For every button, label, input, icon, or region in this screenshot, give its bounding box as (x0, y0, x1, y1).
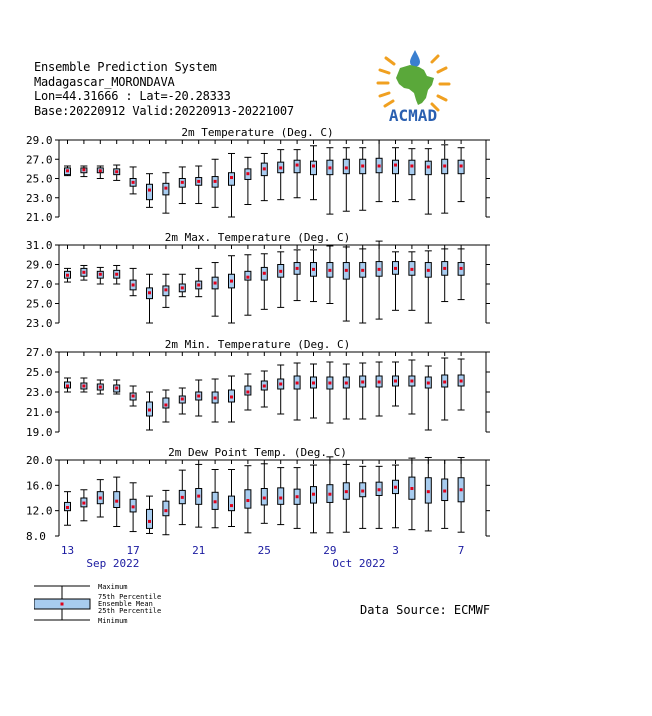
y-tick-label: 27.0 (26, 346, 53, 359)
mean-marker (82, 271, 85, 274)
box-3 (392, 465, 399, 528)
box-7 (458, 359, 465, 410)
panel-title: 2m Dew Point Temp. (Deg. C) (168, 446, 347, 459)
iqr-box (147, 509, 153, 528)
iqr-box (311, 161, 317, 174)
x-month-label: Sep 2022 (86, 557, 140, 570)
mean-marker (197, 180, 200, 183)
box-5 (425, 149, 432, 214)
mean-marker (132, 283, 135, 286)
mean-marker (246, 276, 249, 279)
mean-marker (181, 286, 184, 289)
y-tick-label: 8.0 (26, 530, 46, 543)
box-26 (277, 150, 284, 200)
mean-marker (460, 164, 463, 167)
y-tick-label: 21.0 (26, 406, 53, 419)
box-23 (228, 153, 235, 217)
box-29 (326, 148, 333, 214)
mean-marker (427, 165, 430, 168)
mean-marker (312, 164, 315, 167)
mean-marker (99, 273, 102, 276)
box-21 (195, 464, 202, 527)
station-coordinates: Lon=44.31666 : Lat=-20.28333 (34, 89, 231, 103)
y-tick-label: 20.0 (26, 454, 53, 467)
box-4 (408, 458, 415, 530)
box-22 (212, 470, 219, 528)
x-day-label: 13 (60, 544, 75, 557)
mean-marker (66, 274, 69, 277)
mean-marker (230, 176, 233, 179)
mean-marker (345, 269, 348, 272)
box-7 (458, 249, 465, 300)
mean-marker (164, 187, 167, 190)
mean-marker (66, 169, 69, 172)
iqr-box (245, 490, 251, 508)
mean-marker (378, 488, 381, 491)
mean-marker (246, 499, 249, 502)
logo-text: ACMAD (388, 106, 438, 124)
mean-marker (148, 189, 151, 192)
x-month-label: Oct 2022 (332, 557, 386, 570)
box-22 (212, 379, 219, 422)
box-4 (408, 360, 415, 414)
mean-marker (312, 493, 315, 496)
box-27 (294, 468, 301, 529)
box-24 (244, 374, 251, 410)
box-30 (343, 464, 350, 532)
system-title: Ensemble Prediction System (34, 60, 217, 74)
mean-marker (410, 487, 413, 490)
box-15 (97, 267, 104, 284)
mean-marker (378, 164, 381, 167)
mean-marker (443, 164, 446, 167)
y-tick-label: 27.0 (26, 278, 53, 291)
box-7 (458, 148, 465, 202)
mean-marker (279, 166, 282, 169)
box-25 (261, 464, 268, 524)
y-tick-label: 16.0 (26, 479, 53, 493)
box-1 (359, 148, 366, 211)
box-4 (408, 149, 415, 200)
box-24 (244, 466, 251, 533)
mean-marker (296, 267, 299, 270)
box-6 (441, 145, 448, 213)
legend-mean: Ensemble Mean (98, 600, 153, 608)
box-1 (359, 249, 366, 323)
mean-marker (246, 391, 249, 394)
box-19 (162, 173, 169, 213)
box-29 (326, 457, 333, 533)
box-17 (130, 483, 137, 532)
box-13 (64, 268, 71, 282)
box-1 (359, 363, 366, 419)
box-24 (244, 157, 251, 204)
iqr-box (229, 496, 235, 511)
y-tick-label: 23.0 (26, 317, 53, 330)
box-18 (146, 274, 153, 323)
box-26 (277, 365, 284, 414)
box-23 (228, 256, 235, 323)
mean-marker (214, 282, 217, 285)
mean-marker (345, 490, 348, 493)
mean-marker (394, 164, 397, 167)
mean-marker (115, 273, 118, 276)
box-28 (310, 364, 317, 418)
box-29 (326, 246, 333, 304)
box-19 (162, 490, 169, 534)
mean-marker (164, 404, 167, 407)
base-valid-dates: Base:20220912 Valid:20220913-20221007 (34, 103, 294, 118)
y-tick-label: 25.0 (26, 366, 53, 379)
mean-marker (115, 170, 118, 173)
panel-title: 2m Min. Temperature (Deg. C) (164, 338, 351, 351)
iqr-box (278, 488, 284, 504)
mean-marker (263, 167, 266, 170)
y-tick-label: 23.0 (26, 191, 53, 205)
mean-marker (132, 505, 135, 508)
data-source-label: Data Source: ECMWF (360, 603, 491, 617)
box-5 (425, 251, 432, 323)
box-25 (261, 254, 268, 310)
box-2 (376, 466, 383, 528)
box-3 (392, 362, 399, 406)
legend-p25: 25th Percentile (98, 607, 162, 615)
y-tick-label: 19.0 (26, 426, 53, 439)
x-day-label: 25 (257, 544, 271, 557)
box-18 (146, 496, 153, 533)
box-16 (113, 380, 120, 394)
mean-marker (296, 164, 299, 167)
panel-3 (26, 338, 490, 439)
iqr-box (147, 184, 153, 199)
mean-marker (197, 283, 200, 286)
x-day-label: 7 (457, 544, 465, 557)
mean-marker (148, 291, 151, 294)
mean-marker (296, 495, 299, 498)
mean-marker (132, 181, 135, 184)
x-day-label: 3 (392, 544, 399, 557)
mean-marker (312, 382, 315, 385)
mean-marker (148, 520, 151, 523)
mean-marker (312, 268, 315, 271)
box-19 (162, 390, 169, 422)
box-2 (376, 241, 383, 319)
mean-marker (378, 268, 381, 271)
box-7 (458, 457, 465, 532)
x-day-label: 29 (323, 544, 337, 557)
mean-marker (443, 490, 446, 493)
mean-marker (378, 381, 381, 384)
box-15 (97, 380, 104, 394)
legend-minimum: Minimum (98, 617, 128, 625)
mean-marker (460, 267, 463, 270)
mean-marker (443, 267, 446, 270)
mean-marker (132, 395, 135, 398)
mean-marker (99, 497, 102, 500)
mean-marker (197, 495, 200, 498)
box-23 (228, 470, 235, 527)
panel-2 (26, 231, 490, 330)
y-tick-label: 29.0 (26, 134, 53, 147)
y-tick-label: 23.0 (26, 386, 53, 399)
box-22 (212, 263, 219, 317)
box-27 (294, 363, 301, 420)
box-6 (441, 358, 448, 420)
mean-marker (115, 387, 118, 390)
box-5 (425, 457, 432, 530)
mean-marker (460, 380, 463, 383)
x-day-label: 17 (126, 544, 140, 557)
mean-marker (181, 496, 184, 499)
box-17 (130, 386, 137, 406)
box-20 (179, 388, 186, 414)
mean-marker (82, 168, 85, 171)
box-28 (310, 465, 317, 533)
mean-marker (410, 164, 413, 167)
box-18 (146, 174, 153, 208)
box-3 (392, 148, 399, 202)
mean-marker (82, 385, 85, 388)
mean-marker (115, 500, 118, 503)
box-5 (425, 366, 432, 430)
mean-marker (410, 268, 413, 271)
box-16 (113, 477, 120, 526)
mean-marker (279, 497, 282, 500)
y-tick-label: 21.0 (26, 211, 53, 224)
mean-marker (214, 397, 217, 400)
box-20 (179, 470, 186, 524)
panel-title: 2m Max. Temperature (Deg. C) (164, 231, 351, 244)
box-15 (97, 480, 104, 517)
mean-marker (361, 381, 364, 384)
mean-marker (99, 386, 102, 389)
mean-marker (263, 497, 266, 500)
box-25 (261, 153, 268, 200)
y-tick-label: 12.0 (26, 504, 53, 518)
box-14 (80, 490, 87, 521)
mean-marker (279, 270, 282, 273)
box-17 (130, 268, 137, 295)
box-22 (212, 159, 219, 207)
mean-marker (214, 180, 217, 183)
mean-marker (279, 383, 282, 386)
box-20 (179, 167, 186, 204)
mean-marker (230, 280, 233, 283)
legend-box-glyph (34, 586, 90, 620)
panel-1 (26, 126, 490, 224)
mean-marker (328, 493, 331, 496)
mean-marker (427, 490, 430, 493)
mean-marker (427, 382, 430, 385)
box-30 (343, 364, 350, 419)
mean-marker (82, 502, 85, 505)
mean-marker (148, 409, 151, 412)
mean-marker (328, 269, 331, 272)
box-13 (64, 378, 71, 392)
box-30 (343, 247, 350, 321)
mean-marker (263, 272, 266, 275)
mean-marker (181, 398, 184, 401)
legend-maximum: Maximum (98, 583, 128, 591)
box-3 (392, 252, 399, 311)
box-17 (130, 167, 137, 194)
mean-marker (164, 509, 167, 512)
mean-marker (99, 169, 102, 172)
mean-marker (197, 395, 200, 398)
y-tick-label: 29.0 (26, 258, 53, 272)
iqr-box (114, 492, 120, 508)
mean-marker (361, 269, 364, 272)
mean-marker (410, 380, 413, 383)
mean-marker (345, 382, 348, 385)
box-28 (310, 250, 317, 302)
mean-marker (246, 172, 249, 175)
box-19 (162, 274, 169, 307)
mean-marker (328, 382, 331, 385)
mean-marker (230, 504, 233, 507)
mean-marker (443, 381, 446, 384)
mean-marker (345, 166, 348, 169)
panel-4 (26, 446, 490, 543)
box-26 (277, 468, 284, 525)
box-29 (326, 362, 333, 423)
mean-marker (230, 396, 233, 399)
mean-marker (164, 288, 167, 291)
box-26 (277, 252, 284, 308)
mean-marker (361, 164, 364, 167)
iqr-box (163, 501, 169, 516)
x-day-label: 21 (192, 544, 206, 557)
box-24 (244, 255, 251, 315)
box-16 (113, 265, 120, 284)
box-6 (441, 460, 448, 528)
y-tick-label: 25.0 (26, 297, 53, 311)
mean-marker (460, 488, 463, 491)
box-13 (64, 492, 71, 526)
box-4 (408, 252, 415, 311)
box-21 (195, 166, 202, 204)
mean-marker (427, 269, 430, 272)
box-30 (343, 148, 350, 212)
mean-marker (181, 181, 184, 184)
box-15 (97, 166, 104, 179)
y-tick-label: 31.0 (26, 239, 53, 252)
mean-marker (394, 267, 397, 270)
mean-marker (394, 486, 397, 489)
box-2 (376, 362, 383, 416)
mean-marker (296, 382, 299, 385)
box-28 (310, 146, 317, 200)
box-25 (261, 371, 268, 407)
mean-marker (263, 385, 266, 388)
x-axis-labels (61, 544, 465, 570)
box-14 (80, 265, 87, 280)
box-1 (359, 466, 366, 528)
box-14 (80, 378, 87, 392)
box-14 (80, 166, 87, 177)
mean-marker (394, 380, 397, 383)
mean-marker (66, 385, 69, 388)
iqr-box (393, 160, 399, 173)
mean-marker (361, 490, 364, 493)
box-20 (179, 274, 186, 296)
mean-marker (214, 500, 217, 503)
box-27 (294, 250, 301, 301)
box-6 (441, 249, 448, 302)
box-2 (376, 140, 383, 202)
box-16 (113, 165, 120, 180)
y-tick-label: 27.0 (26, 153, 53, 167)
legend-p75: 75th Percentile (98, 593, 162, 601)
chart-legend (34, 582, 234, 627)
y-tick-label: 25.0 (26, 172, 53, 186)
station-name: Madagascar_MORONDAVA (34, 74, 175, 89)
mean-marker (66, 506, 69, 509)
box-21 (195, 268, 202, 296)
box-23 (228, 376, 235, 422)
box-18 (146, 392, 153, 430)
mean-marker (328, 166, 331, 169)
box-27 (294, 150, 301, 198)
box-21 (195, 380, 202, 416)
panel-title: 2m Temperature (Deg. C) (181, 126, 334, 139)
box-13 (64, 166, 71, 176)
